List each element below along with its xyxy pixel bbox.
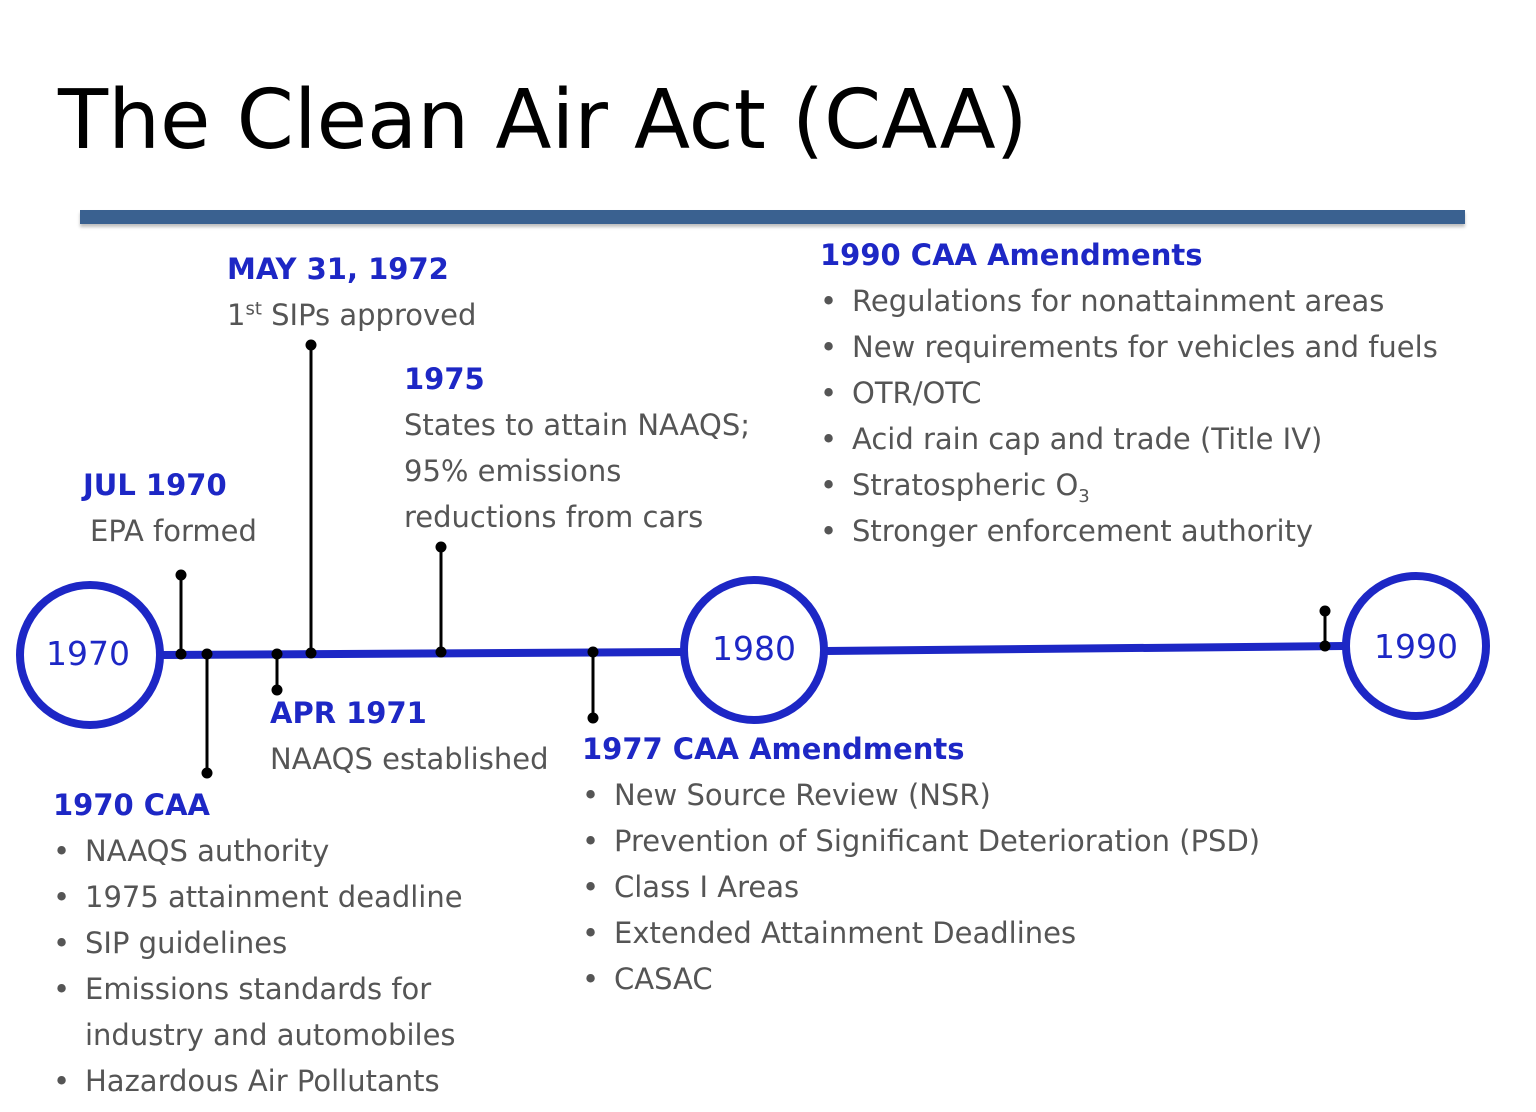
list-item: • Regulations for nonattainment areas: [820, 278, 1438, 324]
marker-1990caa: [1320, 606, 1331, 652]
list-item: • Emissions standards for industry and automobiles: [53, 966, 463, 1058]
marker-apr1971: [272, 649, 283, 696]
event-1977caa-head: 1977 CAA Amendments: [582, 732, 965, 766]
list-item: • CASAC: [582, 956, 1260, 1002]
event-may1972-text: 1st SIPs approved: [227, 298, 477, 332]
event-1975-line-3: reductions from cars: [404, 500, 704, 534]
event-1975-line-1: States to attain NAAQS;: [404, 408, 751, 442]
decade-label-1980: 1980: [712, 629, 796, 668]
list-item: • NAAQS authority: [53, 828, 463, 874]
event-1970caa-list: [53, 828, 463, 1104]
event-apr1971-date: APR 1971: [270, 696, 427, 730]
timeline-axis-1: [162, 652, 682, 655]
marker-1975: [436, 542, 447, 658]
marker-jul1970: [176, 570, 187, 660]
marker-1970caa: [202, 649, 213, 779]
list-item: • SIP guidelines: [53, 920, 463, 966]
event-1970caa: [53, 782, 463, 1104]
list-item: • Hazardous Air Pollutants: [53, 1058, 463, 1104]
event-jul1970: [83, 462, 257, 554]
event-1975: [404, 356, 750, 540]
event-1990caa: [820, 232, 1438, 554]
event-may1972-date: MAY 31, 1972: [227, 252, 449, 286]
event-may1972: [227, 246, 476, 338]
event-1975-date: 1975: [404, 362, 485, 396]
list-item: • Stratospheric $O_3$: [820, 462, 1438, 508]
event-1990caa-head: 1990 CAA Amendments: [820, 238, 1203, 272]
event-jul1970-text: EPA formed: [90, 514, 257, 548]
list-item: • Class I Areas: [582, 864, 1260, 910]
decade-label-1990: 1990: [1374, 627, 1458, 666]
event-1977caa-list: [582, 772, 1260, 1002]
list-item: • Prevention of Significant Deterioration (PSD): [582, 818, 1260, 864]
event-1970caa-head: 1970 CAA: [53, 788, 210, 822]
list-item: • Acid rain cap and trade (Title IV): [820, 416, 1438, 462]
event-apr1971-text: NAAQS established: [270, 742, 549, 776]
list-item: • New Source Review (NSR): [582, 772, 1260, 818]
list-item: • OTR/OTC: [820, 370, 1438, 416]
decade-label-1970: 1970: [46, 634, 130, 673]
event-jul1970-date: JUL 1970: [83, 468, 227, 502]
event-1977caa: [582, 726, 1260, 1002]
event-1975-line-2: 95% emissions: [404, 454, 622, 488]
list-item: • New requirements for vehicles and fuels: [820, 324, 1438, 370]
slide-title: The Clean Air Act (CAA): [58, 73, 1028, 168]
timeline-axis-2: [826, 646, 1344, 651]
marker-1977caa: [588, 647, 599, 724]
event-apr1971: [270, 690, 548, 782]
list-item: • 1975 attainment deadline: [53, 874, 463, 920]
marker-may1972: [306, 340, 317, 659]
list-item: • Stronger enforcement authority: [820, 508, 1438, 554]
event-1990caa-list: [820, 278, 1438, 554]
list-item: • Extended Attainment Deadlines: [582, 910, 1260, 956]
